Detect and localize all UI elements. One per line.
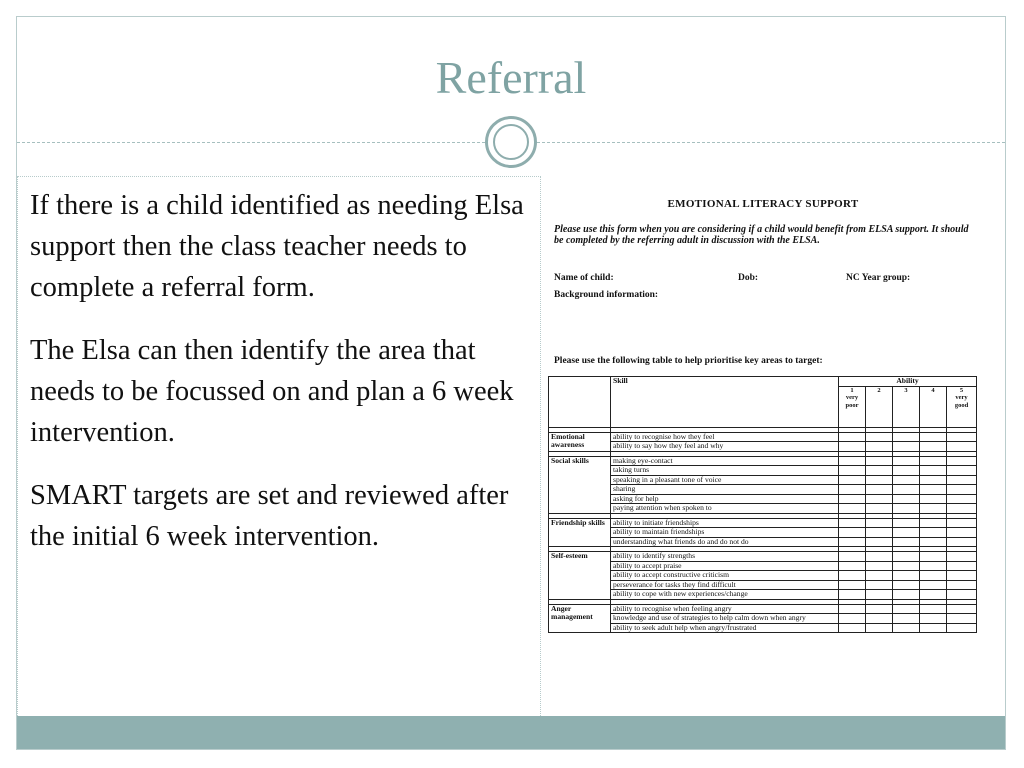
scale-3: 3 bbox=[893, 386, 920, 427]
rating-cell bbox=[893, 504, 920, 514]
rating-cell bbox=[839, 475, 866, 485]
rating-cell bbox=[866, 456, 893, 466]
field-dob: Dob: bbox=[738, 273, 759, 283]
rating-cell bbox=[893, 580, 920, 590]
rating-cell bbox=[839, 580, 866, 590]
rating-cell bbox=[839, 552, 866, 562]
rating-cell bbox=[893, 475, 920, 485]
rating-cell bbox=[866, 475, 893, 485]
rating-cell bbox=[893, 561, 920, 571]
rating-cell bbox=[920, 614, 947, 624]
skill-cell: paying attention when spoken to bbox=[611, 504, 839, 514]
rating-cell bbox=[947, 485, 977, 495]
rating-cell bbox=[920, 494, 947, 504]
rating-cell bbox=[866, 604, 893, 614]
rating-cell bbox=[893, 537, 920, 547]
rating-cell bbox=[866, 590, 893, 600]
table-row bbox=[549, 552, 977, 562]
rating-cell bbox=[866, 504, 893, 514]
rating-cell bbox=[839, 590, 866, 600]
rating-cell bbox=[893, 590, 920, 600]
rating-cell bbox=[893, 604, 920, 614]
rating-cell bbox=[839, 494, 866, 504]
skill-cell: taking turns bbox=[611, 466, 839, 476]
rating-cell bbox=[893, 518, 920, 528]
rating-cell bbox=[947, 475, 977, 485]
skill-category: Social skills bbox=[549, 456, 611, 513]
table-row bbox=[549, 537, 977, 547]
rating-cell bbox=[839, 528, 866, 538]
rating-cell bbox=[866, 580, 893, 590]
rating-cell bbox=[839, 432, 866, 442]
rating-cell bbox=[920, 604, 947, 614]
skill-cell: ability to maintain friendships bbox=[611, 528, 839, 538]
rating-cell bbox=[947, 604, 977, 614]
rating-cell bbox=[947, 561, 977, 571]
skill-cell: ability to seek adult help when angry/frustrated bbox=[611, 623, 839, 633]
rating-cell bbox=[839, 623, 866, 633]
skill-cell: understanding what friends do and do not do bbox=[611, 537, 839, 547]
skill-category: Self-esteem bbox=[549, 552, 611, 600]
rating-cell bbox=[893, 485, 920, 495]
rating-cell bbox=[893, 466, 920, 476]
skills-table bbox=[548, 376, 977, 633]
rating-cell bbox=[866, 518, 893, 528]
table-header-ability: Ability bbox=[839, 377, 977, 387]
rating-cell bbox=[947, 442, 977, 452]
rating-cell bbox=[920, 432, 947, 442]
table-row bbox=[549, 466, 977, 476]
field-nc-year: NC Year group: bbox=[846, 273, 911, 283]
referral-form-image bbox=[546, 180, 980, 670]
table-row bbox=[549, 442, 977, 452]
rating-cell bbox=[920, 475, 947, 485]
skill-cell: sharing bbox=[611, 485, 839, 495]
rating-cell bbox=[866, 528, 893, 538]
table-row bbox=[549, 561, 977, 571]
rating-cell bbox=[866, 466, 893, 476]
rating-cell bbox=[893, 552, 920, 562]
scale-4: 4 bbox=[920, 386, 947, 427]
rating-cell bbox=[839, 604, 866, 614]
rating-cell bbox=[947, 614, 977, 624]
paragraph-2: The Elsa can then identify the area that needs to be focussed on and plan a 6 week intervention. bbox=[30, 335, 514, 448]
rating-cell bbox=[920, 518, 947, 528]
table-row bbox=[549, 580, 977, 590]
title-divider-left bbox=[17, 142, 485, 143]
table-row bbox=[549, 504, 977, 514]
rating-cell bbox=[839, 537, 866, 547]
rating-cell bbox=[947, 528, 977, 538]
skill-cell: ability to accept praise bbox=[611, 561, 839, 571]
skill-cell: ability to say how they feel and why bbox=[611, 442, 839, 452]
skill-category: Anger management bbox=[549, 604, 611, 633]
rating-cell bbox=[839, 614, 866, 624]
rating-cell bbox=[839, 466, 866, 476]
rating-cell bbox=[866, 614, 893, 624]
skill-cell: ability to initiate friendships bbox=[611, 518, 839, 528]
form-title: EMOTIONAL LITERACY SUPPORT bbox=[667, 198, 859, 210]
rating-cell bbox=[893, 614, 920, 624]
table-row bbox=[549, 590, 977, 600]
rating-cell bbox=[839, 442, 866, 452]
scale-2: 2 bbox=[866, 386, 893, 427]
rating-cell bbox=[839, 456, 866, 466]
skill-cell: ability to accept constructive criticism bbox=[611, 571, 839, 581]
rating-cell bbox=[920, 580, 947, 590]
table-row bbox=[549, 432, 977, 442]
field-name-of-child: Name of child: bbox=[554, 273, 614, 283]
rating-cell bbox=[947, 432, 977, 442]
rating-cell bbox=[839, 485, 866, 495]
paragraph-3: SMART targets are set and reviewed after the initial 6 week intervention. bbox=[30, 480, 509, 552]
rating-cell bbox=[947, 466, 977, 476]
rating-cell bbox=[839, 504, 866, 514]
divider-circle-ornament bbox=[485, 116, 537, 168]
rating-cell bbox=[920, 590, 947, 600]
skill-cell: knowledge and use of strategies to help calm down when angry bbox=[611, 614, 839, 624]
table-row bbox=[549, 604, 977, 614]
scale-5: 5 very good bbox=[947, 386, 977, 427]
table-row bbox=[549, 456, 977, 466]
rating-cell bbox=[866, 485, 893, 495]
skill-cell: speaking in a pleasant tone of voice bbox=[611, 475, 839, 485]
rating-cell bbox=[920, 466, 947, 476]
table-row bbox=[549, 528, 977, 538]
content-text-box bbox=[17, 176, 541, 724]
rating-cell bbox=[947, 552, 977, 562]
rating-cell bbox=[947, 456, 977, 466]
skill-cell: perseverance for tasks they find difficult bbox=[611, 580, 839, 590]
rating-cell bbox=[893, 442, 920, 452]
table-row bbox=[549, 485, 977, 495]
rating-cell bbox=[920, 561, 947, 571]
rating-cell bbox=[920, 528, 947, 538]
table-header-skill: Skill bbox=[611, 377, 839, 428]
rating-cell bbox=[947, 518, 977, 528]
table-row bbox=[549, 614, 977, 624]
rating-cell bbox=[866, 537, 893, 547]
form-instructions: Please use this form when you are considering if a child would benefit from ELSA support. It should be completed by the referring adult in discussion with the ELSA. bbox=[554, 224, 969, 246]
rating-cell bbox=[893, 571, 920, 581]
rating-cell bbox=[866, 623, 893, 633]
rating-cell bbox=[866, 432, 893, 442]
rating-cell bbox=[947, 504, 977, 514]
rating-cell bbox=[893, 623, 920, 633]
table-row bbox=[549, 494, 977, 504]
skill-cell: ability to recognise how they feel bbox=[611, 432, 839, 442]
rating-cell bbox=[947, 571, 977, 581]
rating-cell bbox=[920, 504, 947, 514]
skill-cell: ability to recognise when feeling angry bbox=[611, 604, 839, 614]
rating-cell bbox=[920, 485, 947, 495]
rating-cell bbox=[947, 537, 977, 547]
field-background-info: Background information: bbox=[554, 290, 659, 300]
rating-cell bbox=[920, 456, 947, 466]
rating-cell bbox=[866, 571, 893, 581]
rating-cell bbox=[893, 456, 920, 466]
rating-cell bbox=[920, 571, 947, 581]
rating-cell bbox=[947, 580, 977, 590]
table-header-blank bbox=[549, 377, 611, 428]
table-row bbox=[549, 623, 977, 633]
rating-cell bbox=[947, 590, 977, 600]
table-row bbox=[549, 475, 977, 485]
rating-cell bbox=[920, 537, 947, 547]
rating-cell bbox=[920, 442, 947, 452]
rating-cell bbox=[893, 528, 920, 538]
skill-category: Friendship skills bbox=[549, 518, 611, 547]
table-intro: Please use the following table to help prioritise key areas to target: bbox=[554, 356, 823, 366]
rating-cell bbox=[866, 442, 893, 452]
skill-cell: asking for help bbox=[611, 494, 839, 504]
skill-cell: making eye-contact bbox=[611, 456, 839, 466]
skill-cell: ability to cope with new experiences/change bbox=[611, 590, 839, 600]
skill-cell: ability to identify strengths bbox=[611, 552, 839, 562]
rating-cell bbox=[866, 494, 893, 504]
table-row bbox=[549, 518, 977, 528]
bottom-band bbox=[17, 716, 1005, 749]
skill-category: Emotional awareness bbox=[549, 432, 611, 451]
rating-cell bbox=[920, 552, 947, 562]
rating-cell bbox=[866, 561, 893, 571]
rating-cell bbox=[947, 623, 977, 633]
rating-cell bbox=[839, 571, 866, 581]
rating-cell bbox=[920, 623, 947, 633]
paragraph-1: If there is a child identified as needing Elsa support then the class teacher needs to complete a referral form. bbox=[30, 190, 524, 303]
rating-cell bbox=[839, 561, 866, 571]
rating-cell bbox=[866, 552, 893, 562]
rating-cell bbox=[893, 494, 920, 504]
scale-1: 1 very poor bbox=[839, 386, 866, 427]
rating-cell bbox=[839, 518, 866, 528]
slide-title: Referral bbox=[435, 52, 587, 103]
table-row bbox=[549, 571, 977, 581]
rating-cell bbox=[947, 494, 977, 504]
rating-cell bbox=[893, 432, 920, 442]
title-divider-right bbox=[537, 142, 1005, 143]
